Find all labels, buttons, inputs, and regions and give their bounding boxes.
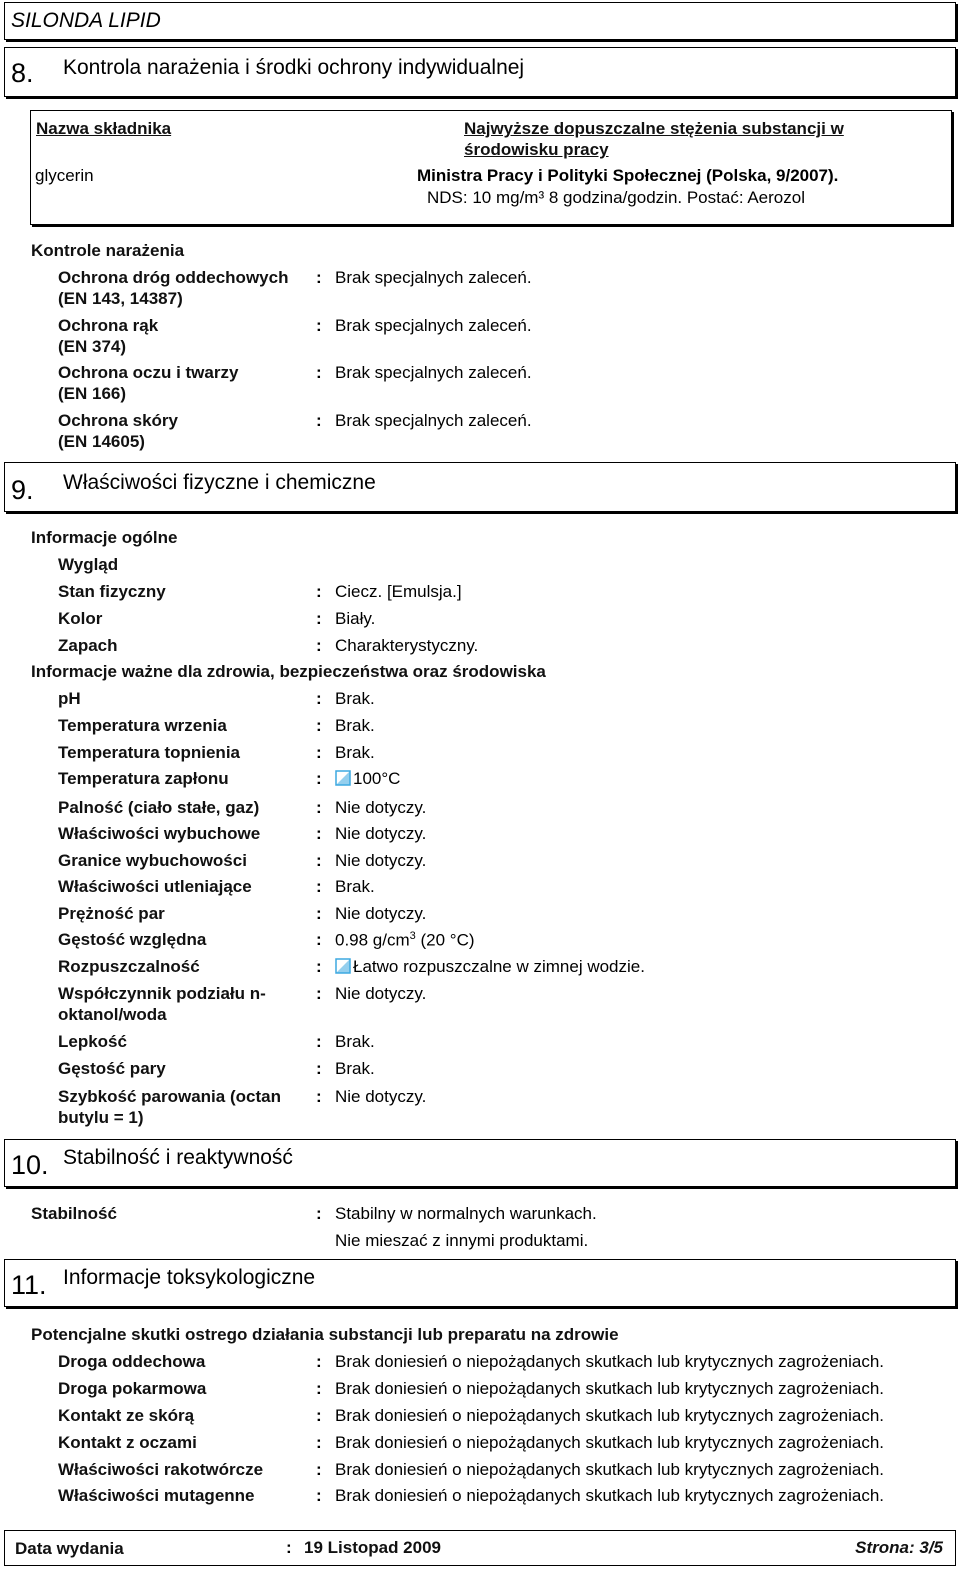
colon: : <box>316 636 322 655</box>
property-label: Temperatura wrzenia <box>58 716 227 735</box>
section-8-header <box>4 47 956 97</box>
property-label: Właściwości utleniające <box>58 877 252 896</box>
property-value: Nie dotyczy. <box>335 851 427 870</box>
colon: : <box>316 1433 322 1452</box>
colon: : <box>316 1032 322 1051</box>
acute-effects-title: Potencjalne skutki ostrego działania substancji lub preparatu na zdrowie <box>31 1325 619 1344</box>
property-value: Brak. <box>335 689 375 708</box>
colon: : <box>286 1538 292 1557</box>
property-label: Ochrona rąk <box>58 316 159 335</box>
property-label: Współczynnik podziału n- <box>58 984 266 1003</box>
colon: : <box>316 1352 322 1371</box>
property-label: Kontakt z oczami <box>58 1433 197 1452</box>
property-value: Brak. <box>335 743 375 762</box>
colon: : <box>316 716 322 735</box>
property-label: Gęstość względna <box>58 930 207 949</box>
column-header-limits-2: środowisku pracy <box>464 140 609 159</box>
colon: : <box>316 411 322 430</box>
colon: : <box>316 609 322 628</box>
property-label: Prężność par <box>58 904 165 923</box>
property-label: Właściwości mutagenne <box>58 1486 255 1505</box>
section-title: Właściwości fizyczne i chemiczne <box>63 471 376 494</box>
colon: : <box>316 1460 322 1479</box>
property-label-2: oktanol/woda <box>58 1005 167 1024</box>
nds-text: NDS: 10 mg/m³ 8 godzina/godzin. Postać: Aerozol <box>427 188 805 207</box>
property-label: Lepkość <box>58 1032 127 1051</box>
section-number: 11. <box>11 1270 47 1300</box>
colon: : <box>316 689 322 708</box>
property-label: Rozpuszczalność <box>58 957 200 976</box>
issue-date-label: Data wydania <box>15 1539 124 1558</box>
page-number: Strona: 3/5 <box>855 1538 943 1557</box>
exposure-controls-title: Kontrole narażenia <box>31 241 185 260</box>
colon: : <box>316 743 322 762</box>
property-label-2: (EN 143, 14387) <box>58 289 183 308</box>
appearance-label: Wygląd <box>58 555 119 574</box>
colon: : <box>316 904 322 923</box>
product-name: SILONDA LIPID <box>11 9 161 32</box>
property-value: Brak doniesień o niepożądanych skutkach lub krytycznych zagrożeniach. <box>335 1486 885 1505</box>
property-value: Brak doniesień o niepożądanych skutkach lub krytycznych zagrożeniach. <box>335 1460 885 1479</box>
change-tick-icon <box>335 958 351 974</box>
colon: : <box>316 1486 322 1505</box>
property-value: Nie dotyczy. <box>335 984 427 1003</box>
colon: : <box>316 268 322 287</box>
section-title: Informacje toksykologiczne <box>63 1266 316 1289</box>
property-value: Nie dotyczy. <box>335 824 427 843</box>
important-info-title: Informacje ważne dla zdrowia, bezpieczeństwa oraz środowiska <box>31 662 546 681</box>
property-label-2: (EN 374) <box>58 337 127 356</box>
property-label: Temperatura topnienia <box>58 743 240 762</box>
property-label: Ochrona skóry <box>58 411 178 430</box>
property-label: Ochrona oczu i twarzy <box>58 363 239 382</box>
property-value: Ciecz. [Emulsja.] <box>335 582 462 601</box>
colon: : <box>316 1204 322 1223</box>
property-value: Nie dotyczy. <box>335 904 427 923</box>
colon: : <box>316 1087 322 1106</box>
property-label: Temperatura zapłonu <box>58 769 229 788</box>
stability-label: Stabilność <box>31 1204 117 1223</box>
property-label: Zapach <box>58 636 118 655</box>
colon: : <box>316 769 322 788</box>
property-label: Droga pokarmowa <box>58 1379 207 1398</box>
colon: : <box>316 316 322 335</box>
section-10-header <box>4 1139 956 1187</box>
property-value: Nie dotyczy. <box>335 798 427 817</box>
colon: : <box>316 851 322 870</box>
section-11-header <box>4 1259 956 1307</box>
regulation-text: Ministra Pracy i Polityki Społecznej (Polska, 9/2007). <box>417 166 839 185</box>
section-9-header <box>4 462 956 512</box>
property-label: Właściwości wybuchowe <box>58 824 261 843</box>
colon: : <box>316 1059 322 1078</box>
section-title: Stabilność i reaktywność <box>63 1146 293 1169</box>
general-info-title: Informacje ogólne <box>31 528 178 547</box>
property-label: Granice wybuchowości <box>58 851 247 870</box>
property-value: Brak. <box>335 716 375 735</box>
section-number: 9. <box>11 475 34 505</box>
property-value: Brak doniesień o niepożądanych skutkach lub krytycznych zagrożeniach. <box>335 1352 885 1371</box>
property-value: Brak. <box>335 877 375 896</box>
property-value: Biały. <box>335 609 376 628</box>
property-value: 0.98 $g/cm^3$ (20 °C) <box>335 930 475 950</box>
colon: : <box>316 798 322 817</box>
colon: : <box>316 984 322 1003</box>
property-value: Brak specjalnych zaleceń. <box>335 268 532 287</box>
property-label: pH <box>58 689 81 708</box>
colon: : <box>316 1379 322 1398</box>
product-header <box>4 2 956 40</box>
colon: : <box>316 824 322 843</box>
property-label: Droga oddechowa <box>58 1352 206 1371</box>
footer <box>4 1530 956 1566</box>
section-title: Kontrola narażenia i środki ochrony indywidualnej <box>63 56 525 79</box>
colon: : <box>316 1406 322 1425</box>
component-name: glycerin <box>35 166 94 185</box>
colon: : <box>316 363 322 382</box>
column-header-component: Nazwa składnika <box>36 119 172 138</box>
colon: : <box>316 582 322 601</box>
property-value: Brak. <box>335 1032 375 1051</box>
colon: : <box>316 877 322 896</box>
issue-date-value: 19 Listopad 2009 <box>304 1538 442 1557</box>
stability-value-2: Nie mieszać z innymi produktami. <box>335 1231 589 1250</box>
change-tick-icon <box>335 770 351 786</box>
exposure-limits-table <box>30 110 952 225</box>
section-number: 8. <box>11 58 34 88</box>
colon: : <box>316 957 322 976</box>
property-label: Ochrona dróg oddechowych <box>58 268 289 287</box>
property-label: Stan fizyczny <box>58 582 166 601</box>
property-label-2: butylu = 1) <box>58 1108 144 1127</box>
colon: : <box>316 930 322 949</box>
property-value: Brak. <box>335 1059 375 1078</box>
property-label-2: (EN 14605) <box>58 432 145 451</box>
property-value: Brak specjalnych zaleceń. <box>335 363 532 382</box>
property-value: Brak doniesień o niepożądanych skutkach lub krytycznych zagrożeniach. <box>335 1406 885 1425</box>
property-value: Brak doniesień o niepożądanych skutkach lub krytycznych zagrożeniach. <box>335 1433 885 1452</box>
section-number: 10. <box>11 1150 49 1180</box>
stability-value: Stabilny w normalnych warunkach. <box>335 1204 597 1223</box>
property-label: Właściwości rakotwórcze <box>58 1460 264 1479</box>
property-value: Brak specjalnych zaleceń. <box>335 411 532 430</box>
property-value: Charakterystyczny. <box>335 636 479 655</box>
column-header-limits: Najwyższe dopuszczalne stężenia substancji w <box>464 119 844 138</box>
property-value: 100°C <box>335 769 400 789</box>
property-value: Brak specjalnych zaleceń. <box>335 316 532 335</box>
property-label: Palność (ciało stałe, gaz) <box>58 798 260 817</box>
property-label: Szybkość parowania (octan <box>58 1087 281 1106</box>
property-label-2: (EN 166) <box>58 384 127 403</box>
property-value: Nie dotyczy. <box>335 1087 427 1106</box>
property-value: Brak doniesień o niepożądanych skutkach lub krytycznych zagrożeniach. <box>335 1379 885 1398</box>
property-label: Gęstość pary <box>58 1059 166 1078</box>
property-label: Kontakt ze skórą <box>58 1406 195 1425</box>
property-label: Kolor <box>58 609 103 628</box>
property-value: Łatwo rozpuszczalne w zimnej wodzie. <box>335 957 645 977</box>
